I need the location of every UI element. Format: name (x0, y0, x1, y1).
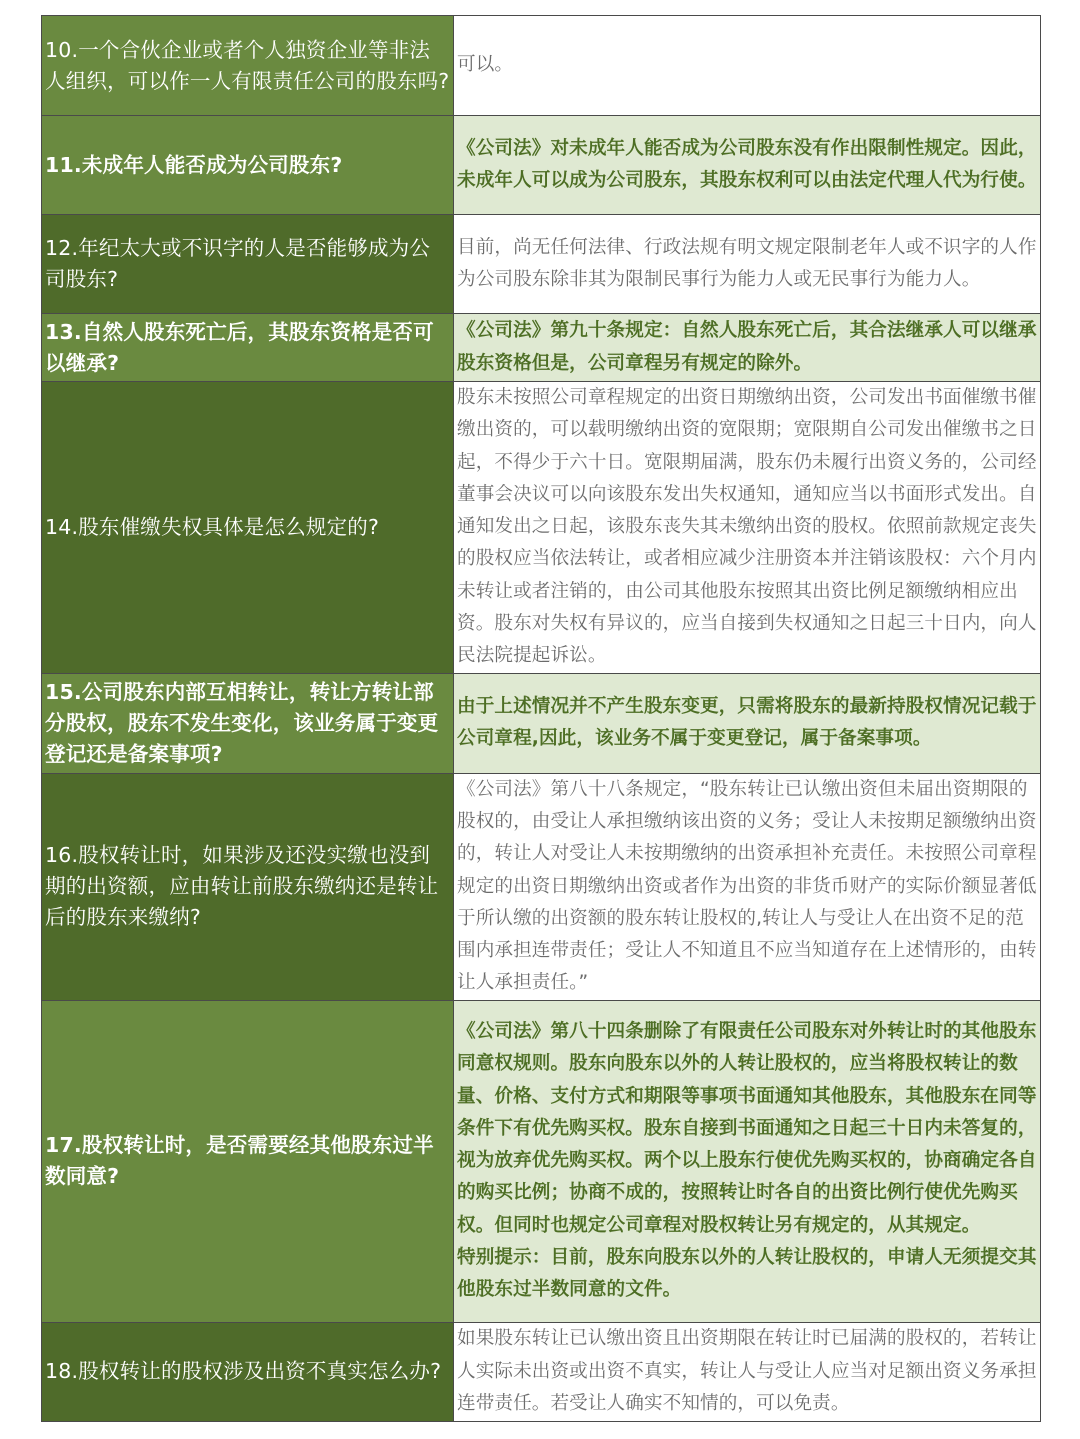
question-cell (42, 116, 454, 215)
question-cell (42, 1000, 454, 1322)
table-row (42, 116, 1041, 215)
question-text: 18.股权转让的股权涉及出资不真实怎么办? (45, 1359, 442, 1384)
answer-text: 《公司法》第八十八条规定，“股东转让已认缴出资但未届出资期限的股权的，由受让人承担缴纳该出资的义务；受让人未按期足额缴纳出资的，转让人对受让人未按期缴纳的出资承担补充责任。未按照公司章程规定的出资日期缴纳出资或者作为出资的非货币财产的实际价额显著低于所认缴的出资额的股东转让股权的,转让人与受让人在出资不足的范围内承担连带责任；受让人不知道且不应当知道存在上述情形的，由转让人承担责任。” (457, 778, 1037, 994)
answer-cell (454, 1000, 1041, 1322)
question-text: 10.一个合伙企业或者个人独资企业等非法人组织，可以作一人有限责任公司的股东吗? (45, 37, 450, 93)
table-row (42, 215, 1041, 314)
answer-cell (454, 1322, 1041, 1421)
answer-text: 目前，尚无任何法律、行政法规有明文规定限制老年人或不识字的人作为公司股东除非其为限制民事行为能力人或无民事行为能力人。 (457, 236, 1037, 290)
question-text: 14.股东催缴失权具体是怎么规定的? (45, 514, 380, 539)
table-row (42, 314, 1041, 382)
table-row (42, 673, 1041, 773)
answer-text: 《公司法》对未成年人能否成为公司股东没有作出限制性规定。因此，未成年人可以成为公司股东，其股东权利可以由法定代理人代为行使。 (457, 137, 1037, 191)
answer-cell (454, 382, 1041, 674)
table-row (42, 1322, 1041, 1421)
answer-text: 如果股东转让已认缴出资且出资期限在转让时已届满的股权的，若转让人实际未出资或出资不真实，转让人与受让人应当对足额出资义务承担连带责任。若受让人确实不知情的，可以免责。 (457, 1328, 1037, 1414)
answer-text: 股东未按照公司章程规定的出资日期缴纳出资，公司发出书面催缴书催缴出资的，可以载明缴纳出资的宽限期；宽限期自公司发出催缴书之日起，不得少于六十日。宽限期届满，股东仍未履行出资义务的，公司经董事会决议可以向该股东发出失权通知，通知应当以书面形式发出。自通知发出之日起，该股东丧失其未缴纳出资的股权。依照前款规定丧失的股权应当依法转让，或者相应减少注册资本并注销该股权：六个月内未转让或者注销的，由公司其他股东按照其出资比例足额缴纳相应出资。股东对失权有异议的，应当自接到失权通知之日起三十日内，向人民法院提起诉讼。 (457, 387, 1037, 667)
question-text: 12.年纪太大或不识字的人是否能够成为公司股东? (45, 236, 431, 291)
question-text: 11.未成年人能否成为公司股东? (45, 152, 343, 177)
qa-table (41, 15, 1041, 1422)
question-cell (42, 314, 454, 382)
special-note: 特别提示：目前，股东向股东以外的人转让股权的，申请人无须提交其他股东过半数同意的文件。 (457, 1246, 1037, 1301)
question-text: 16.股权转让时，如果涉及还没实缴也没到期的出资额，应由转让前股东缴纳还是转让后的股东来缴纳? (45, 843, 439, 930)
question-text: 17.股权转让时，是否需要经其他股东过半数同意? (45, 1133, 434, 1189)
question-cell (42, 773, 454, 1000)
question-cell (42, 1322, 454, 1421)
question-cell (42, 382, 454, 674)
answer-cell (454, 673, 1041, 773)
answer-cell (454, 314, 1041, 382)
table-row (42, 773, 1041, 1000)
answer-cell (454, 215, 1041, 314)
question-cell (42, 16, 454, 116)
table-row (42, 1000, 1041, 1322)
question-cell (42, 673, 454, 773)
answer-text: 可以。 (457, 54, 514, 76)
answer-text: 《公司法》第九十条规定：自然人股东死亡后，其合法继承人可以继承股东资格但是，公司章程另有规定的除外。 (457, 320, 1037, 374)
answer-cell (454, 773, 1041, 1000)
answer-text: 由于上述情况并不产生股东变更，只需将股东的最新持股权情况记载于公司章程,因此，该业务不属于变更登记，属于备案事项。 (457, 695, 1037, 750)
table-row (42, 382, 1041, 674)
question-text: 13.自然人股东死亡后，其股东资格是否可以继承? (45, 319, 434, 375)
question-cell (42, 215, 454, 314)
answer-text: 《公司法》第八十四条删除了有限责任公司股东对外转让时的其他股东同意权规则。股东向股东以外的人转让股权的，应当将股权转让的数量、价格、支付方式和期限等事项书面通知其他股东，其他股东在同等条件下有优先购买权。股东自接到书面通知之日起三十日内未答复的，视为放弃优先购买权。两个以上股东行使优先购买权的，协商确定各自的购买比例；协商不成的，按照转让时各自的出资比例行使优先购买权。但同时也规定公司章程对股权转让另有规定的，从其规定。 (457, 1020, 1037, 1236)
answer-cell (454, 116, 1041, 215)
table-row (42, 16, 1041, 116)
answer-cell (454, 16, 1041, 116)
question-text: 15.公司股东内部互相转让，转让方转让部分股权，股东不发生变化，该业务属于变更登记还是备案事项? (45, 679, 439, 766)
